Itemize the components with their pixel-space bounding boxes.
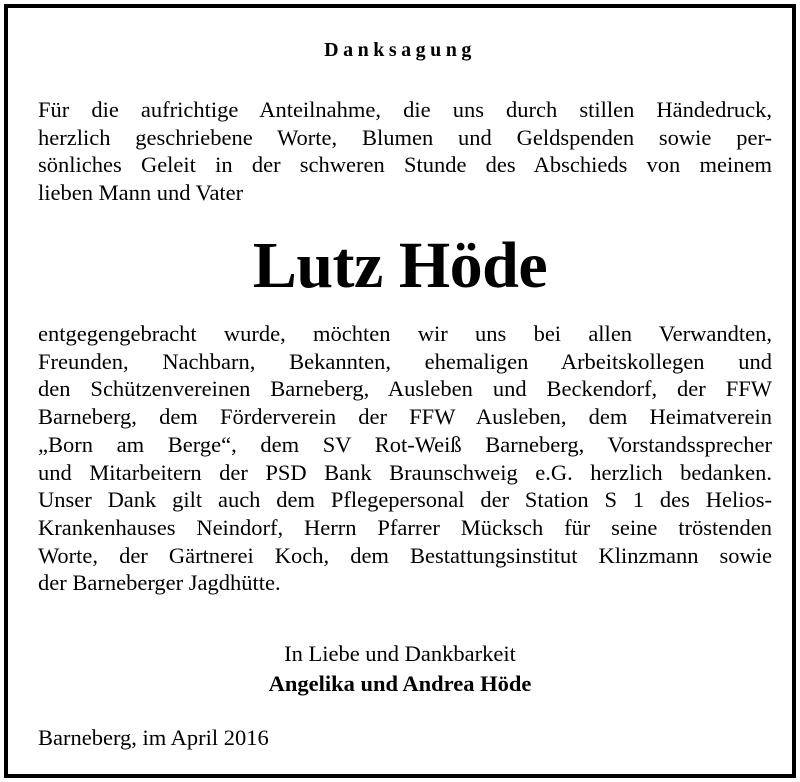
- intro-line: herzlich geschriebene Worte, Blumen und Geldspenden sowie per-: [38, 124, 772, 150]
- body-line: den Schützenvereinen Barneberg, Ausleben und Beckendorf, der FFW: [38, 376, 772, 402]
- body-line: der Barneberger Jagdhütte.: [38, 570, 281, 596]
- intro-line: sönliches Geleit in der schweren Stunde des Abschieds von meinem: [38, 152, 772, 178]
- body-line: Krankenhauses Neindorf, Herrn Pfarrer Mücksch für seine tröstenden: [38, 514, 772, 540]
- body-line: Worte, der Gärtnerei Koch, dem Bestattungsinstitut Klinzmann sowie: [38, 542, 772, 568]
- intro-paragraph: [38, 96, 772, 207]
- body-line: Barneberg, dem Förderverein der FFW Ausleben, dem Heimatverein: [38, 404, 772, 430]
- body-line: Freunden, Nachbarn, Bekannten, ehemaligen Arbeitskollegen und: [38, 348, 772, 374]
- body-line: und Mitarbeitern der PSD Bank Braunschweig e.G. herzlich bedanken.: [38, 459, 772, 485]
- obituary-notice: [4, 4, 796, 778]
- body-line: entgegengebracht wurde, möchten wir uns bei allen Verwandten,: [38, 321, 772, 346]
- closing-phrase: In Liebe und Dankbarkeit: [284, 641, 516, 666]
- body-paragraph: [38, 320, 772, 597]
- deceased-name: Lutz Höde: [252, 229, 548, 302]
- place-date: Barneberg, im April 2016: [38, 725, 269, 750]
- notice-heading: Danksagung: [324, 39, 476, 61]
- signatories: Angelika und Andrea Höde: [268, 671, 532, 696]
- intro-line: Für die aufrichtige Anteilnahme, die uns durch stillen Händedruck,: [38, 97, 772, 122]
- body-line: „Born am Berge“, dem SV Rot-Weiß Barneberg, Vorstandssprecher: [38, 431, 772, 457]
- intro-line: lieben Mann und Vater: [38, 180, 244, 206]
- body-line: Unser Dank gilt auch dem Pflegepersonal der Station S 1 des Helios-: [38, 487, 772, 513]
